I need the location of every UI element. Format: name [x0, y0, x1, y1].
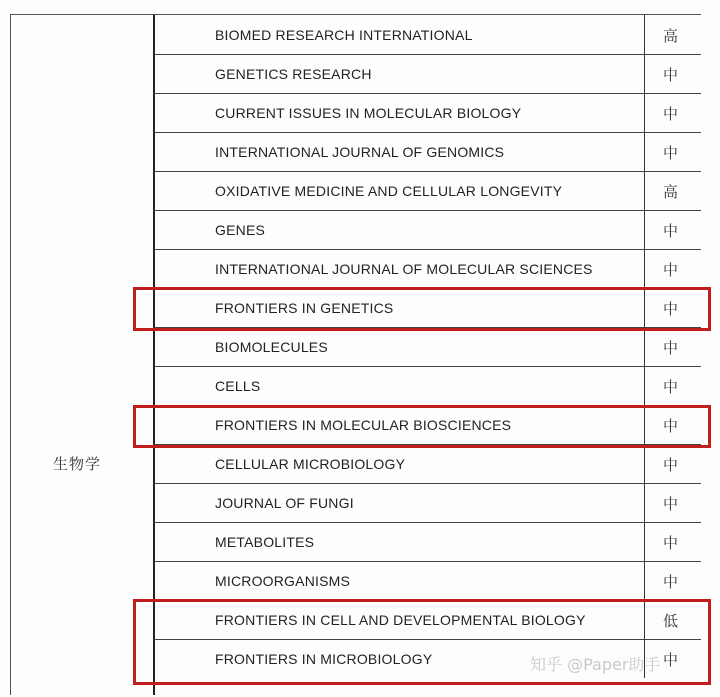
grade-cell — [644, 483, 702, 522]
journal-name: MICROORGANISMS — [215, 573, 351, 589]
highlight-box-molecular-biosciences — [133, 405, 711, 448]
journal-name: BIOMOLECULES — [215, 339, 328, 355]
category-column — [11, 15, 155, 695]
table-row — [154, 366, 701, 406]
table-row — [154, 483, 701, 523]
grade: 中 — [663, 378, 679, 396]
journal-name: FRONTIERS IN MOLECULAR BIOSCIENCES — [215, 417, 512, 433]
journal-name: METABOLITES — [215, 534, 315, 550]
journal-table — [10, 14, 701, 695]
journal-name: CURRENT ISSUES IN MOLECULAR BIOLOGY — [215, 105, 522, 121]
table-row — [154, 210, 701, 250]
table-row — [154, 249, 701, 289]
grade: 中 — [663, 495, 679, 513]
table-row — [154, 561, 701, 601]
grade-cell — [644, 366, 702, 405]
grade: 高 — [663, 27, 679, 45]
grade: 中 — [663, 105, 679, 123]
grade: 中 — [663, 456, 679, 474]
table-row — [154, 132, 701, 172]
journal-name: GENETICS RESEARCH — [215, 66, 372, 82]
grade-cell — [644, 171, 702, 210]
grade-cell — [644, 561, 702, 600]
grade-cell — [644, 444, 702, 483]
grade-cell — [644, 327, 702, 366]
grade: 中 — [663, 651, 679, 669]
grade-cell — [644, 15, 702, 54]
table-row — [154, 171, 701, 211]
journal-name: OXIDATIVE MEDICINE AND CELLULAR LONGEVITY — [215, 183, 563, 199]
table-row — [154, 93, 701, 133]
grade-cell — [644, 132, 702, 171]
grade: 低 — [663, 612, 679, 630]
grade: 中 — [663, 339, 679, 357]
grade: 中 — [663, 261, 679, 279]
journal-name: BIOMED RESEARCH INTERNATIONAL — [215, 27, 473, 43]
grade-cell — [644, 210, 702, 249]
grade-cell — [644, 249, 702, 288]
journal-name: INTERNATIONAL JOURNAL OF MOLECULAR SCIENCES — [215, 261, 593, 277]
journal-name: GENES — [215, 222, 266, 238]
grade-cell — [644, 54, 702, 93]
journal-name: FRONTIERS IN GENETICS — [215, 300, 394, 316]
highlight-box-genetics — [133, 287, 711, 331]
category-label: 生物学 — [53, 455, 102, 473]
grade: 中 — [663, 417, 679, 435]
table-row — [154, 444, 701, 484]
journal-name: JOURNAL OF FUNGI — [215, 495, 354, 511]
grade: 高 — [663, 183, 679, 201]
journal-name: FRONTIERS IN MICROBIOLOGY — [215, 651, 433, 667]
journal-name: CELLULAR MICROBIOLOGY — [215, 456, 406, 472]
table-row — [154, 15, 701, 55]
grade-cell — [644, 522, 702, 561]
table-row — [154, 54, 701, 94]
journal-name: INTERNATIONAL JOURNAL OF GENOMICS — [215, 144, 505, 160]
watermark: 知乎 @Paper助手 — [530, 655, 661, 674]
grade: 中 — [663, 534, 679, 552]
grade: 中 — [663, 573, 679, 591]
journal-name: CELLS — [215, 378, 261, 394]
journal-name: FRONTIERS IN CELL AND DEVELOPMENTAL BIOLOGY — [215, 612, 586, 628]
grade: 中 — [663, 66, 679, 84]
grade: 中 — [663, 300, 679, 318]
table-row — [154, 327, 701, 367]
grade: 中 — [663, 144, 679, 162]
table-row — [154, 522, 701, 562]
grade-cell — [644, 93, 702, 132]
grade: 中 — [663, 222, 679, 240]
